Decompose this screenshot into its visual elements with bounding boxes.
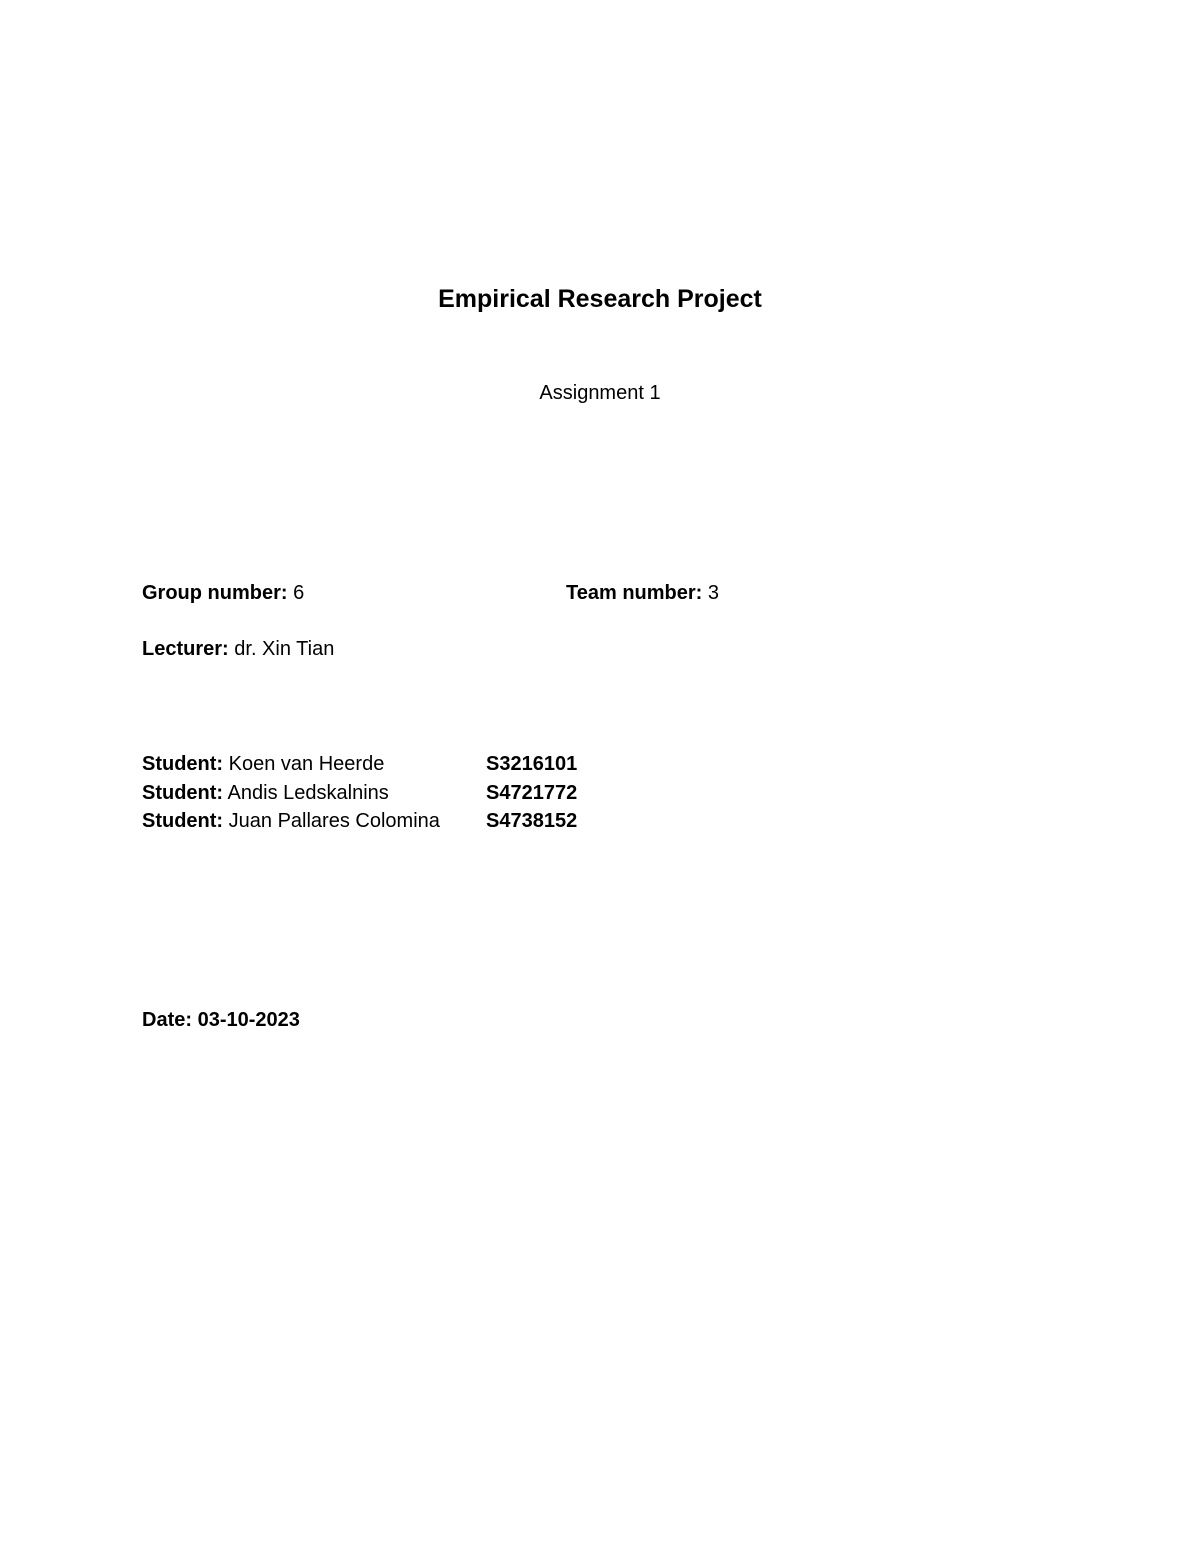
student-label: Student: bbox=[142, 810, 224, 832]
student-name: Koen van Heerde bbox=[228, 753, 385, 775]
lecturer-value: dr. Xin Tian bbox=[234, 638, 335, 660]
team-number-value: 3 bbox=[707, 582, 720, 604]
student-label: Student: bbox=[142, 781, 224, 804]
student-list bbox=[142, 750, 578, 836]
student-id: S4738152 bbox=[486, 810, 578, 832]
group-number-field bbox=[142, 580, 304, 606]
group-number-label: Group number: bbox=[142, 582, 288, 604]
date-value: 03-10-2023 bbox=[197, 1009, 300, 1031]
student-row bbox=[142, 779, 578, 808]
lecturer-field bbox=[142, 636, 334, 662]
team-number-field bbox=[566, 580, 719, 606]
date-field bbox=[142, 1007, 300, 1033]
student-name: Juan Pallares Colomina bbox=[228, 810, 440, 832]
date-label: Date: bbox=[142, 1009, 193, 1031]
group-number-value: 6 bbox=[293, 582, 305, 604]
team-number-label: Team number: bbox=[566, 582, 703, 604]
student-label: Student: bbox=[142, 753, 224, 775]
document-subtitle: Assignment 1 bbox=[539, 382, 661, 404]
lecturer-label: Lecturer: bbox=[142, 638, 229, 660]
student-id: S4721772 bbox=[486, 781, 578, 804]
student-row bbox=[142, 750, 578, 779]
student-row bbox=[142, 807, 578, 836]
student-name: Andis Ledskalnins bbox=[227, 781, 389, 804]
document-title: Empirical Research Project bbox=[438, 285, 762, 313]
student-id: S3216101 bbox=[486, 753, 578, 775]
